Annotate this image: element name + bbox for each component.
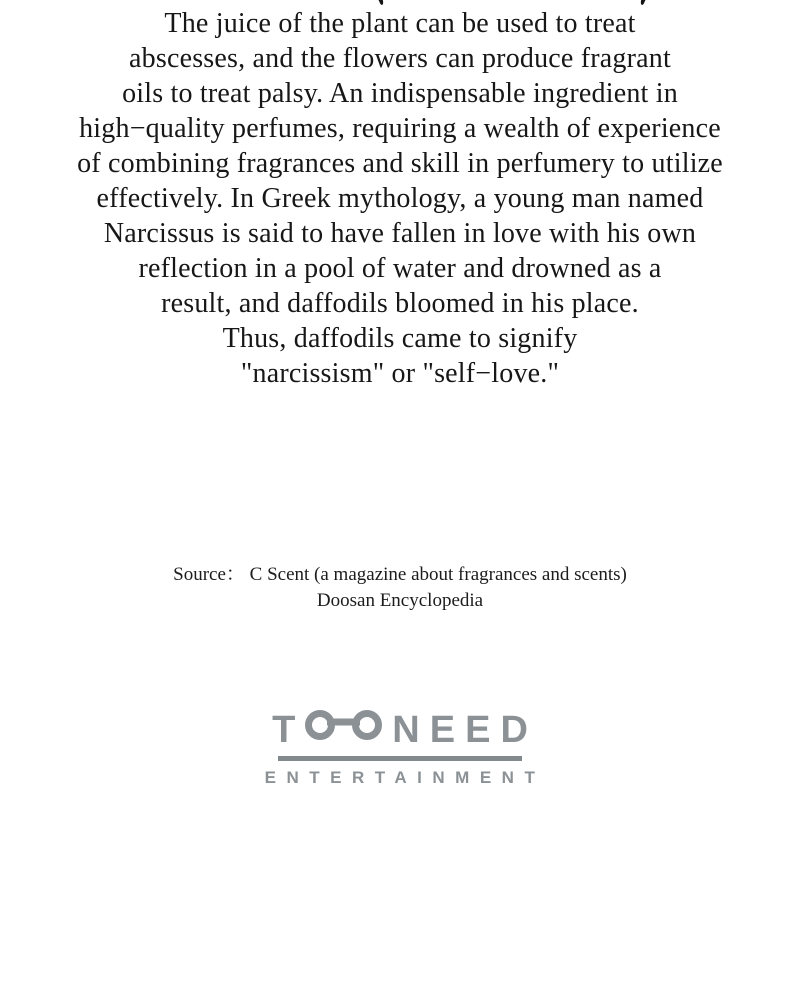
logo-letter: E (465, 709, 491, 751)
logo-divider-rule (278, 756, 522, 761)
source-citation (0, 562, 800, 614)
body-line: of combining fragrances and skill in perfumery to utilize (77, 148, 723, 179)
body-line: oils to treat palsy. An indispensable ingredient in (122, 78, 678, 109)
body-line: The juice of the plant can be used to treat (164, 8, 636, 39)
body-line: high−quality perfumes, requiring a wealth of experience (79, 113, 721, 144)
source-line: Doosan Encyclopedia (316, 590, 484, 611)
body-line: result, and daffodils bloomed in his place. (161, 288, 639, 319)
source-line: Source： C Scent (a magazine about fragrances and scents) (173, 564, 627, 585)
cropped-glyph-fragment-right (639, 0, 646, 5)
logo-letter: N (392, 709, 420, 751)
cropped-glyph-fragment-left (377, 0, 384, 5)
logo-subtitle: ENTERTAINMENT (264, 768, 546, 787)
logo-wordmark (272, 708, 528, 751)
body-line: effectively. In Greek mythology, a young man named (96, 183, 704, 214)
logo-letter: E (429, 709, 456, 751)
tooneed-entertainment-logo (0, 708, 800, 786)
logo-letter: D (500, 709, 528, 751)
body-line: "narcissism" or "self−love." (240, 358, 560, 389)
logo-letter: T (272, 709, 296, 751)
body-line: reflection in a pool of water and drowned as a (138, 253, 662, 284)
body-line: Thus, daffodils came to signify (222, 323, 578, 354)
daffodil-description-paragraph (0, 6, 800, 391)
linked-oo-glasses-icon (305, 708, 382, 742)
body-line: Narcissus is said to have fallen in love with his own (103, 218, 697, 249)
body-line: abscesses, and the flowers can produce fragrant (129, 43, 671, 74)
